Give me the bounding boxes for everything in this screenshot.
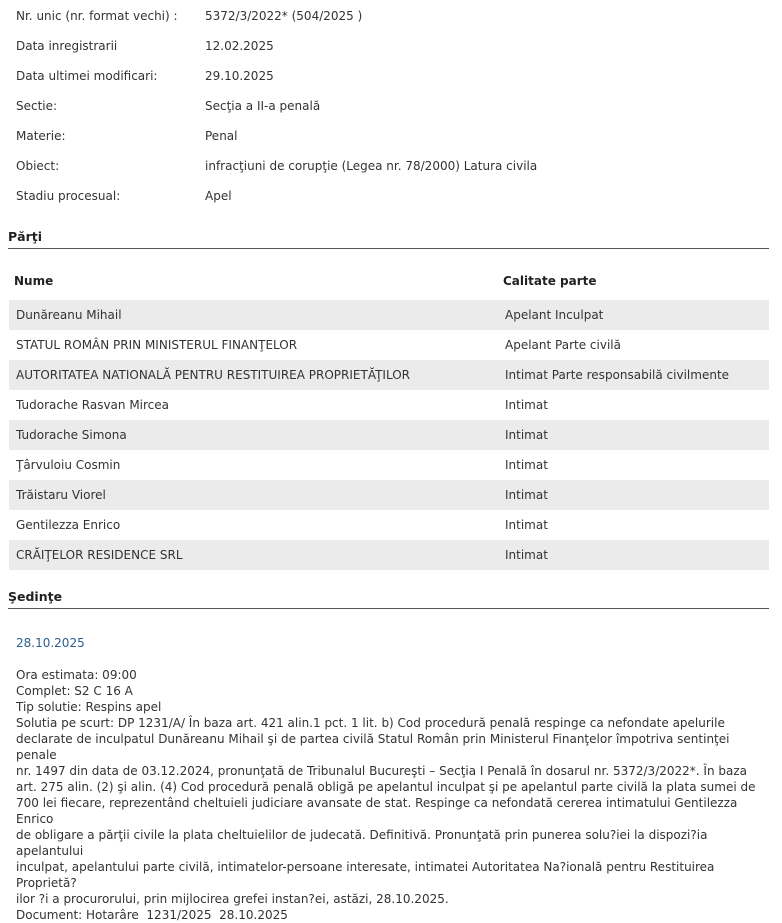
matter-label: Materie: [16, 129, 66, 143]
registration-date-value: 12.02.2025 [205, 39, 274, 53]
table-row [9, 480, 769, 510]
party-name: Tudorache Simona [16, 428, 127, 442]
last-modified-label: Data ultimei modificari: [16, 69, 158, 83]
registration-date-row [16, 30, 776, 60]
parties-section-title: Părţi [8, 229, 769, 249]
party-name: Tudorache Rasvan Mircea [16, 398, 170, 412]
party-name: CRĂIŢELOR RESIDENCE SRL [16, 548, 183, 562]
table-row [9, 510, 769, 540]
matter-row [16, 120, 776, 150]
procedural-stage-value: Apel [205, 189, 232, 203]
hearings-section-title: Şedinţe [8, 589, 769, 609]
section-value: Secţia a II-a penală [205, 99, 321, 113]
case-details [16, 0, 776, 210]
registration-date-label: Data inregistrarii [16, 39, 118, 53]
party-role: Apelant Inculpat [505, 308, 604, 322]
role-column-header: Calitate parte [503, 274, 597, 288]
party-role: Intimat [505, 428, 548, 442]
section-label: Sectie: [16, 99, 58, 113]
name-column-header: Nume [14, 274, 54, 288]
document-reference: Document: Hotarâre 1231/2025 28.10.2025 [16, 908, 288, 922]
party-role: Intimat [505, 518, 548, 532]
hearing-date: 28.10.2025 [16, 636, 85, 650]
party-role: Intimat [505, 488, 548, 502]
table-row [9, 450, 769, 480]
object-value: infracţiuni de corupţie (Legea nr. 78/2000) Latura civila [205, 159, 538, 173]
table-row [9, 330, 769, 360]
party-role: Apelant Parte civilă [505, 338, 621, 352]
solution-summary-line: declarate de inculpatul Dunăreanu Mihail şi de partea civilă Statul Român prin Ministerul Finanţelor împotriva sentinţei penale [16, 732, 730, 762]
estimated-time: Ora estimata: 09:00 [16, 668, 137, 682]
solution-summary-line: de obligare a părţii civile la plata cheltuielilor de judecată. Definitivă. Pronunţată prin punerea solu?iei la dispozi?ia apelantului [16, 828, 708, 858]
case-number-value: 5372/3/2022* (504/2025 ) [205, 9, 363, 23]
procedural-stage-label: Stadiu procesual: [16, 189, 121, 203]
party-role: Intimat [505, 458, 548, 472]
solution-summary-line: art. 275 alin. (2) şi alin. (4) Cod procedură penală obligă pe apelantul inculpat şi pe apelantul parte civilă la plata sumei de [16, 780, 756, 794]
last-modified-row [16, 60, 776, 90]
solution-summary-line: ilor ?i a procurorului, prin mijlocirea grefei instan?ei, astăzi, 28.10.2025. [16, 892, 449, 906]
parties-table [9, 300, 769, 570]
parties-table-header [14, 274, 769, 288]
object-row [16, 150, 776, 180]
hearing-details [16, 667, 768, 923]
solution-type: Tip solutie: Respins apel [16, 700, 162, 714]
party-name: Gentilezza Enrico [16, 518, 121, 532]
solution-summary-line: nr. 1497 din data de 03.12.2024, pronunţată de Tribunalul Bucureşti – Secţia I Penală în dosarul nr. 5372/3/2022*. În baza [16, 764, 747, 778]
table-row [9, 300, 769, 330]
party-name: AUTORITATEA NATIONALĂ PENTRU RESTITUIREA PROPRIETĂŢILOR [16, 368, 411, 382]
solution-summary-line: inculpat, apelantului parte civilă, intimatelor-persoane interesate, intimatei Autoritatea Na?ională pentru Restituirea Proprietă? [16, 860, 715, 890]
solution-summary-line: Solutia pe scurt: DP 1231/A/ În baza art. 421 alin.1 pct. 1 lit. b) Cod procedură penală respinge ca nefondate apelurile [16, 716, 725, 730]
party-name: Dunăreanu Mihail [16, 308, 122, 322]
case-number-row [16, 0, 776, 30]
table-row [9, 420, 769, 450]
party-role: Intimat [505, 398, 548, 412]
section-row [16, 90, 776, 120]
solution-summary-line: 700 lei fiecare, reprezentând cheltuieli judiciare avansate de stat. Respinge ca nefondată cererea intimatului Gentilezza Enrico [16, 796, 738, 826]
table-row [9, 360, 769, 390]
table-row [9, 540, 769, 570]
last-modified-value: 29.10.2025 [205, 69, 274, 83]
party-name: Ţârvuloiu Cosmin [16, 458, 121, 472]
party-role: Intimat [505, 548, 548, 562]
case-number-label: Nr. unic (nr. format vechi) : [16, 9, 178, 23]
party-role: Intimat Parte responsabilă civilmente [505, 368, 730, 382]
procedural-stage-row [16, 180, 776, 210]
panel: Complet: S2 C 16 A [16, 684, 133, 698]
object-label: Obiect: [16, 159, 60, 173]
party-name: Trăistaru Viorel [16, 488, 106, 502]
party-name: STATUL ROMÂN PRIN MINISTERUL FINANŢELOR [16, 338, 298, 352]
matter-value: Penal [205, 129, 238, 143]
table-row [9, 390, 769, 420]
